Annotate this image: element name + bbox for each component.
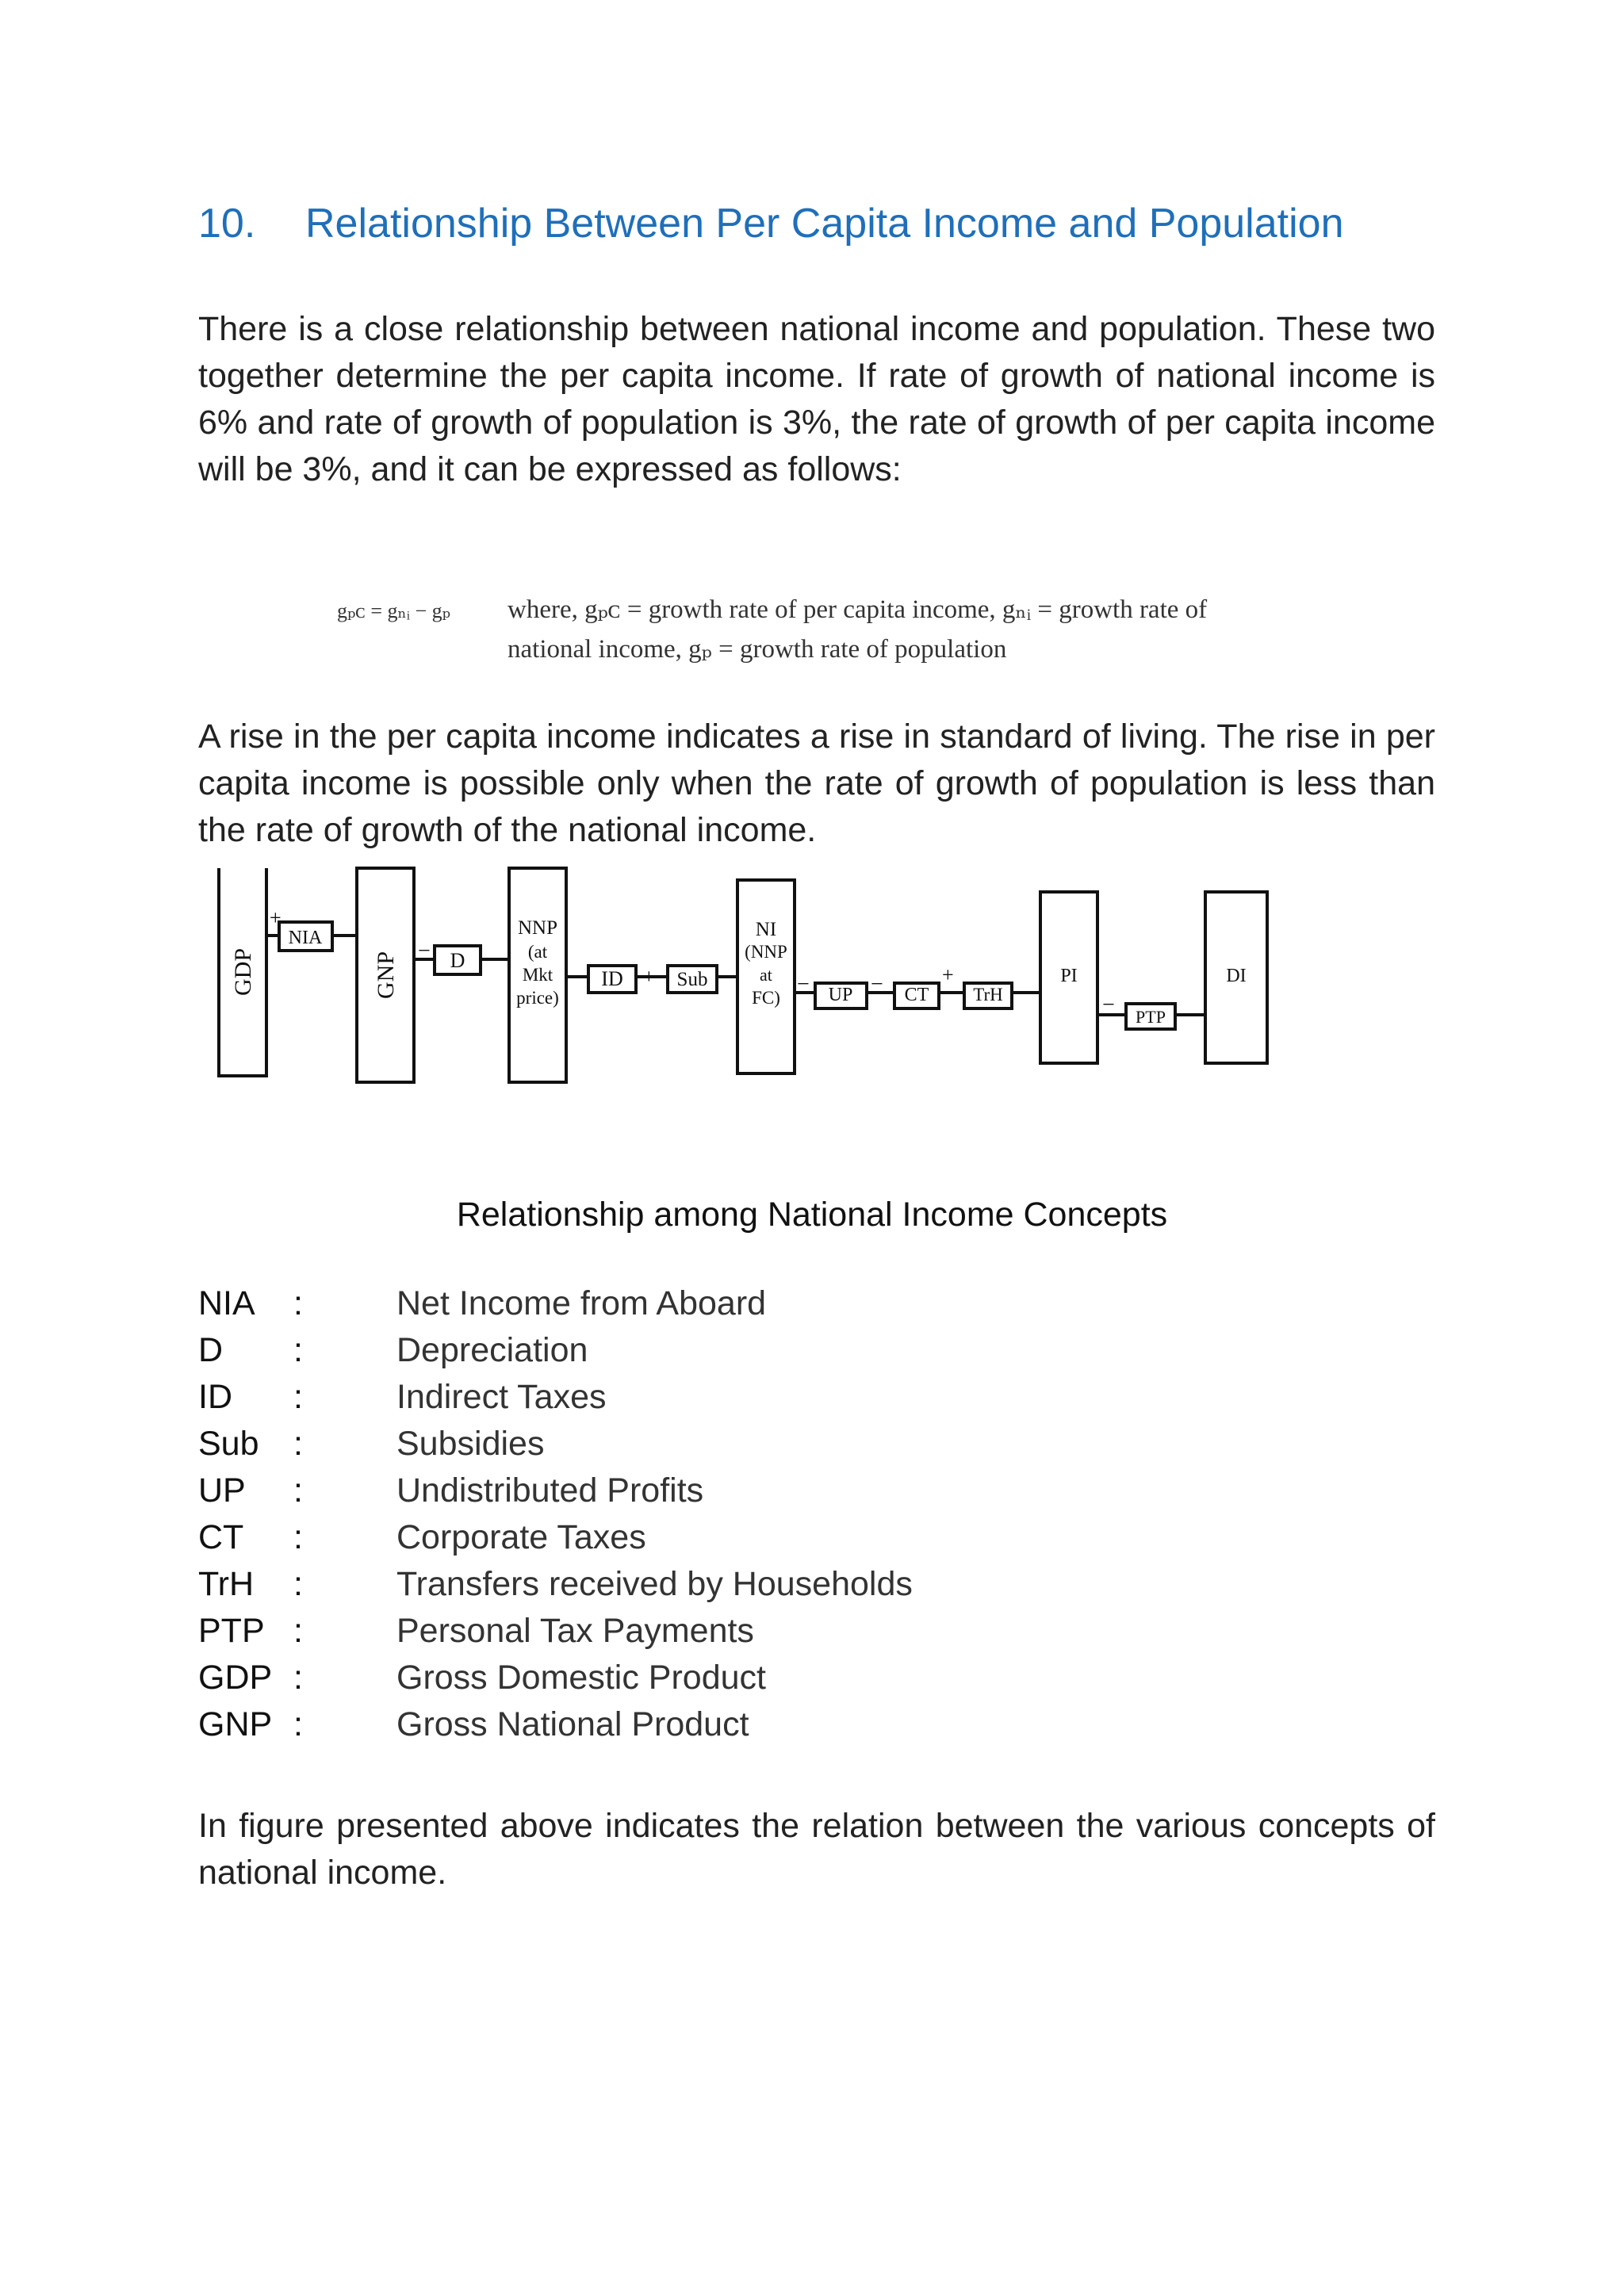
id-label: ID	[601, 967, 623, 990]
plus-sign-sub: +	[643, 965, 655, 988]
glossary-colon: :	[293, 1284, 303, 1322]
di-label: DI	[1226, 966, 1247, 986]
glossary-colon: :	[293, 1331, 303, 1369]
formula-line-2: national income, gₚ = growth rate of population	[508, 635, 1007, 664]
glossary-colon: :	[293, 1378, 303, 1416]
trh-label: TrH	[973, 985, 1003, 1004]
glossary-colon: :	[293, 1612, 303, 1650]
paragraph-intro: There is a close relationship between national income and population. These two together determine the per capita income. If rate of growth of national income is 6% and rate of growth of population is 3%, the rate of growth of per capita income will be 3%, and it can be expressed as follows:	[198, 310, 1435, 488]
glossary-def: Undistributed Profits	[396, 1471, 704, 1510]
gdp-label: GDP	[230, 947, 256, 997]
glossary-def: Depreciation	[396, 1331, 588, 1369]
glossary-row	[198, 1565, 913, 1612]
glossary-row	[198, 1284, 913, 1331]
formula-block	[337, 593, 1207, 672]
ni-label-line-2: (NNP	[745, 942, 787, 962]
glossary-colon: :	[293, 1705, 303, 1743]
ct-label: CT	[904, 985, 929, 1005]
glossary-def: Subsidies	[396, 1425, 545, 1463]
plus-sign-nia: +	[270, 906, 282, 929]
glossary-abbr: GDP	[198, 1659, 273, 1697]
glossary-colon: :	[293, 1518, 303, 1556]
glossary-def: Personal Tax Payments	[396, 1612, 754, 1650]
paragraph-standard-of-living: A rise in the per capita income indicates a rise in standard of living. The rise in per capita income is possible only when the rate of growth of population is less than the rate of growth of the national income.	[198, 718, 1435, 849]
ptp-label: PTP	[1136, 1007, 1166, 1027]
formula-equation: gₚᴄ = gₙᵢ − gₚ	[337, 599, 451, 622]
glossary-abbr: PTP	[198, 1612, 265, 1650]
glossary-row	[198, 1331, 913, 1378]
glossary-colon: :	[293, 1425, 303, 1463]
glossary-row	[198, 1612, 913, 1659]
pi-label: PI	[1060, 966, 1078, 986]
glossary-abbr: D	[198, 1331, 224, 1369]
glossary-abbr: Sub	[198, 1425, 259, 1463]
minus-sign-up: −	[797, 972, 810, 997]
national-income-diagram	[0, 856, 1624, 1102]
glossary-def: Corporate Taxes	[396, 1518, 646, 1556]
glossary-row	[198, 1471, 913, 1518]
minus-sign-d: −	[418, 939, 431, 963]
minus-sign-ptp: −	[1102, 993, 1115, 1017]
glossary-abbr: GNP	[198, 1705, 273, 1743]
glossary-def: Gross National Product	[396, 1705, 749, 1743]
minus-sign-ct: −	[871, 972, 883, 997]
glossary-def: Indirect Taxes	[396, 1378, 607, 1416]
nnp-label-line-1: NNP	[517, 917, 558, 939]
glossary-row	[198, 1705, 913, 1752]
formula-line-1: where, gₚᴄ = growth rate of per capita income, gₙᵢ = growth rate of	[508, 595, 1208, 624]
glossary-def: Gross Domestic Product	[396, 1659, 766, 1697]
glossary-abbr: TrH	[198, 1565, 255, 1603]
nnp-label-line-3: Mkt	[522, 965, 553, 985]
glossary-abbr: NIA	[198, 1284, 255, 1322]
section-heading	[198, 200, 1344, 247]
glossary-abbr: ID	[198, 1378, 232, 1416]
section-title: Relationship Between Per Capita Income and Population	[305, 201, 1344, 247]
gnp-label: GNP	[373, 951, 399, 1000]
glossary-abbr: UP	[198, 1471, 246, 1510]
ni-label-line-1: NI	[755, 919, 777, 940]
glossary-row	[198, 1378, 913, 1425]
section-number: 10.	[198, 201, 256, 247]
up-label: UP	[828, 985, 853, 1005]
glossary-colon: :	[293, 1471, 303, 1510]
ni-label-line-3: at	[760, 965, 772, 985]
glossary-colon: :	[293, 1565, 303, 1603]
glossary-abbr: CT	[198, 1518, 244, 1556]
ni-label-line-4: FC)	[752, 988, 780, 1008]
nia-label: NIA	[288, 928, 323, 948]
nnp-label-line-4: price)	[516, 988, 559, 1008]
glossary-row	[198, 1425, 913, 1471]
paragraph-figure-explanation: In figure presented above indicates the relation between the various concepts of national income.	[198, 1807, 1435, 1892]
glossary-colon: :	[293, 1659, 303, 1697]
abbreviation-glossary	[198, 1284, 913, 1752]
glossary-def: Net Income from Aboard	[396, 1284, 767, 1322]
nnp-label-line-2: (at	[527, 942, 548, 962]
glossary-def: Transfers received by Households	[396, 1565, 913, 1603]
plus-sign-trh: +	[942, 963, 954, 986]
glossary-row	[198, 1659, 913, 1705]
figure-caption: Relationship among National Income Concepts	[456, 1196, 1168, 1234]
sub-label: Sub	[676, 969, 708, 990]
d-label: D	[450, 949, 465, 972]
glossary-row	[198, 1518, 913, 1565]
